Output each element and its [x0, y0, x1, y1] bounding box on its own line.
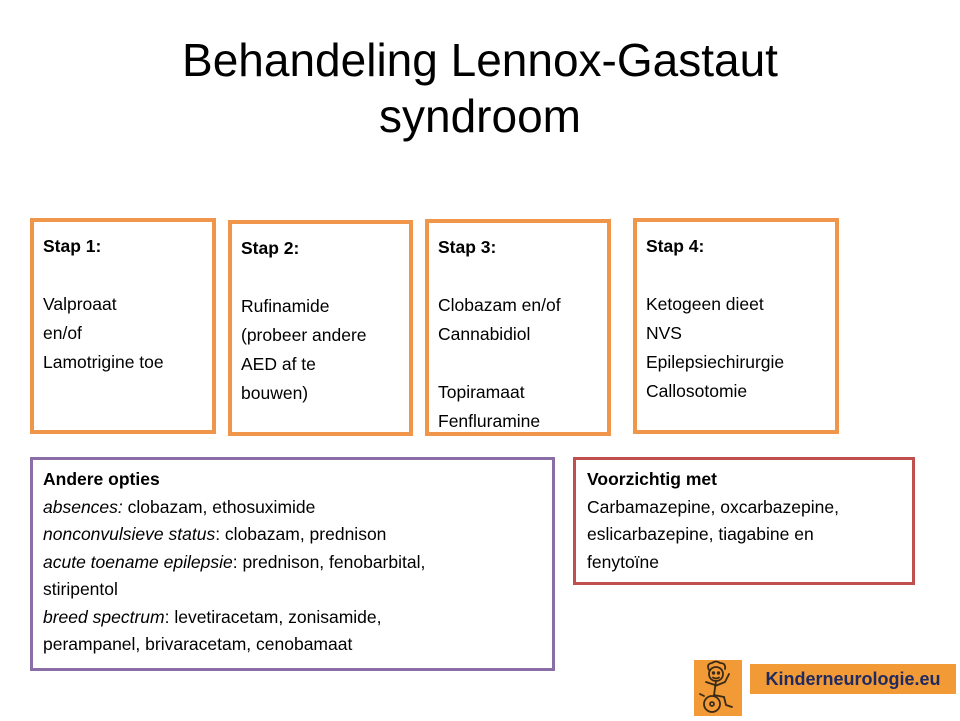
step-1-line: Valproaat	[43, 294, 117, 314]
caution-box	[573, 457, 915, 585]
step-2-box	[228, 220, 413, 436]
step-2-line: bouwen)	[241, 383, 309, 403]
step-2-line: Rufinamide	[241, 296, 330, 316]
step-4-line: Callosotomie	[646, 381, 748, 401]
option-label: nonconvulsieve status	[43, 524, 216, 544]
site-logo[interactable]: Kinderneurologie.eu	[750, 664, 956, 694]
option-line	[43, 521, 542, 549]
option-line	[43, 549, 542, 577]
step-3-spacer	[438, 349, 598, 378]
step-3-header: Stap 3:	[438, 237, 497, 257]
option-label: breed spectrum	[43, 606, 165, 627]
option-line	[43, 494, 542, 522]
page-title	[0, 32, 960, 144]
option-text: perampanel, brivaracetam, cenobamaat	[43, 634, 353, 654]
title-line-2: syndroom	[379, 90, 581, 142]
option-text: : prednison, fenobarbital,	[232, 551, 426, 572]
step-1-line: Lamotrigine toe	[43, 352, 164, 372]
caution-line: eslicarbazepine, tiagabine en	[587, 524, 814, 544]
other-options-box	[30, 457, 555, 671]
option-line	[43, 576, 542, 604]
step-3-box	[425, 219, 611, 436]
step-4-box	[633, 218, 839, 434]
step-4-line: Epilepsiechirurgie	[646, 352, 785, 372]
step-4-line: Ketogeen dieet	[646, 294, 764, 314]
step-4-header: Stap 4:	[646, 236, 705, 256]
caution-line: fenytoïne	[587, 551, 659, 572]
child-figure-icon	[694, 660, 742, 716]
option-text: : clobazam, prednison	[215, 524, 387, 544]
caution-header: Voorzichtig met	[587, 469, 717, 489]
option-text: clobazam, ethosuximide	[122, 496, 316, 517]
step-3-line: Fenfluramine	[438, 411, 541, 431]
caution-line: Carbamazepine, oxcarbazepine,	[587, 496, 839, 517]
step-1-line: en/of	[43, 323, 82, 343]
option-label: acute toename epilepsie	[43, 551, 233, 572]
other-options-header: Andere opties	[43, 469, 160, 489]
step-1-header: Stap 1:	[43, 236, 102, 256]
step-4-line: NVS	[646, 323, 682, 343]
title-line-1: Behandeling Lennox-Gastaut	[182, 34, 778, 86]
option-label: absences:	[43, 496, 123, 517]
step-2-line: AED af te	[241, 354, 316, 374]
step-1-box	[30, 218, 216, 434]
option-line	[43, 604, 542, 632]
option-text: : levetiracetam, zonisamide,	[164, 606, 382, 627]
step-3-line: Cannabidiol	[438, 324, 531, 344]
option-text: stiripentol	[43, 579, 118, 599]
step-2-header: Stap 2:	[241, 238, 300, 258]
step-2-line: (probeer andere	[241, 325, 367, 345]
option-line	[43, 631, 542, 659]
step-3-line: Topiramaat	[438, 382, 525, 402]
step-3-line: Clobazam en/of	[438, 295, 561, 315]
